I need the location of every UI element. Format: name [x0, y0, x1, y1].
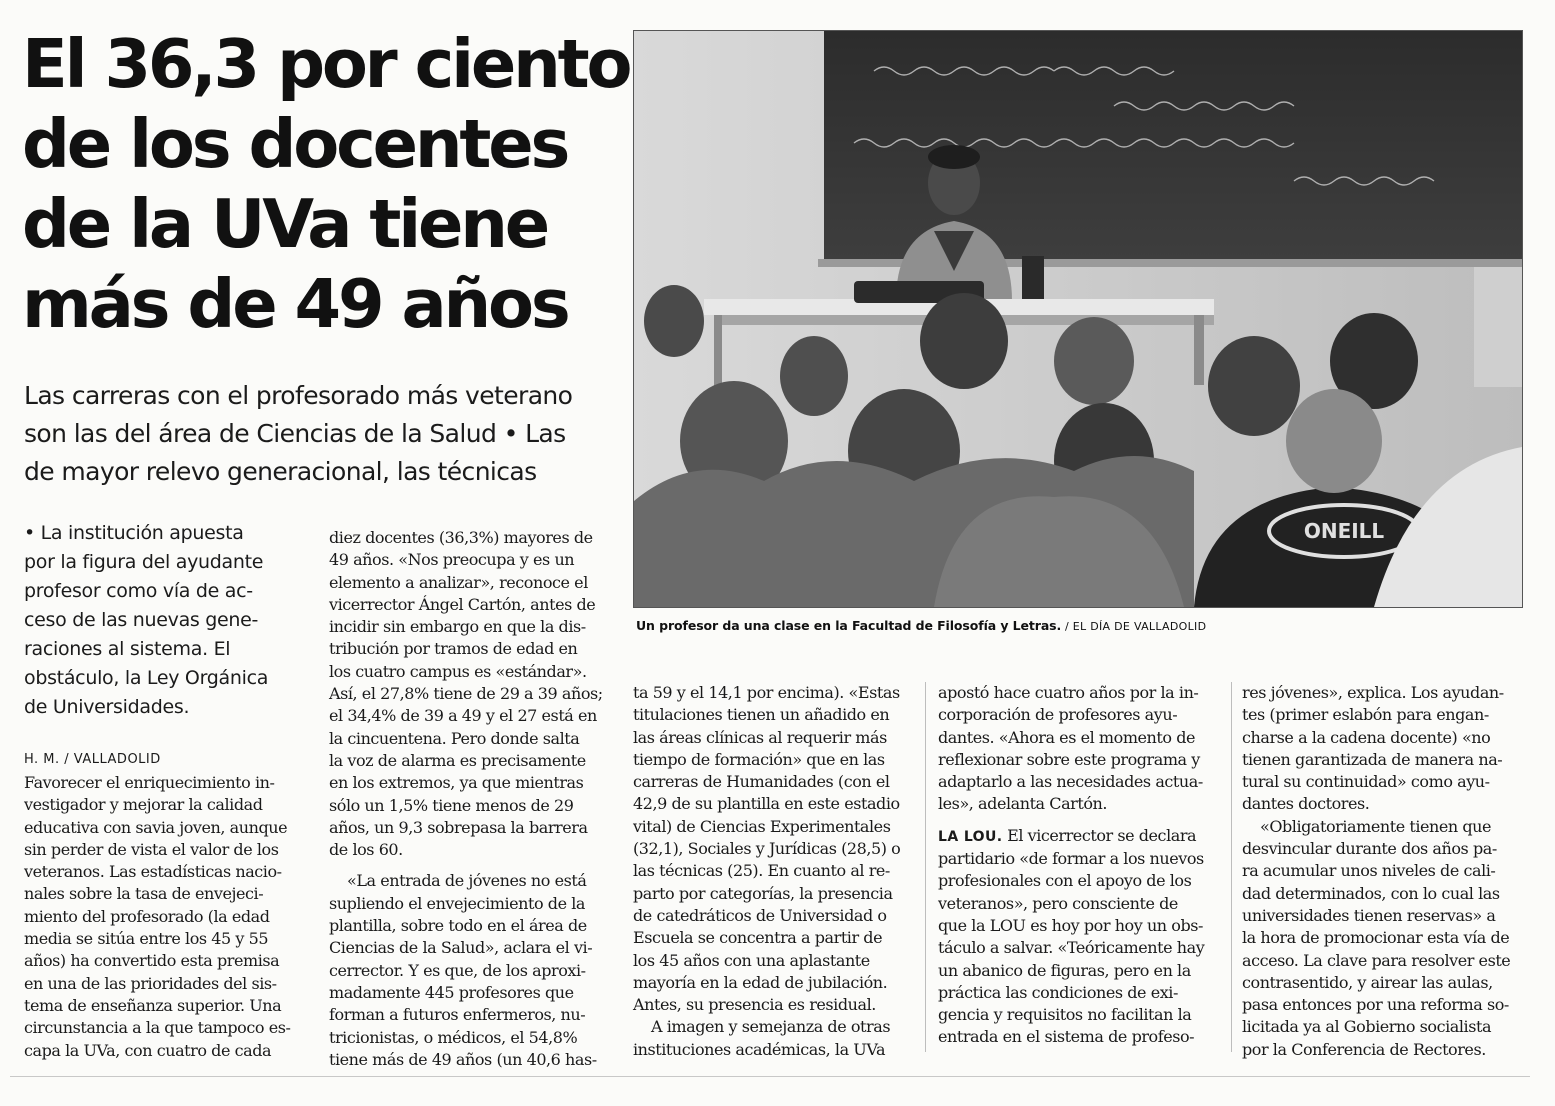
text-line: capa la UVa, con cuatro de cada — [24, 1040, 272, 1060]
text-line: media se sitúa entre los 45 y 55 — [24, 929, 269, 949]
text-line: dantes doctores. — [1242, 794, 1370, 814]
text-line: tiene más de 49 años (un 40,6 has- — [329, 1049, 597, 1069]
article-column-2 — [329, 527, 619, 1071]
text-line: acceso. La clave para resolver este — [1242, 950, 1511, 970]
text-line: años) ha convertido esta premisa — [24, 951, 280, 971]
text-line: dantes. «Ahora es el momento de — [938, 727, 1196, 747]
text-line: madamente 445 profesores que — [329, 982, 574, 1002]
text-line: vestigador y mejorar la calidad — [24, 795, 263, 815]
text-line: por la figura del ayudante — [24, 551, 264, 573]
text-line: en los extremos, ya que mientras — [329, 773, 584, 793]
headline — [22, 24, 630, 344]
text-line: ra acumular unos niveles de cali- — [1242, 861, 1496, 881]
text-line: las técnicas (25). En cuanto al re- — [633, 861, 890, 881]
shirt-logo-text: ONEILL — [1303, 519, 1385, 543]
text-line: Escuela se concentra a partir de — [633, 928, 883, 948]
text-line: licitada ya al Gobierno socialista — [1242, 1017, 1492, 1037]
text-line: miento del profesorado (la edad — [24, 906, 270, 926]
column-5-paragraph-2 — [1242, 816, 1532, 1061]
text-line: sin perder de vista el valor de los — [24, 839, 279, 859]
text-line: ta 59 y el 14,1 por encima). «Estas — [633, 683, 900, 702]
text-line: veteranos», pero consciente de — [938, 893, 1178, 913]
column-4-paragraph-1 — [938, 682, 1228, 816]
text-line: entrada en el sistema de profeso- — [938, 1027, 1195, 1047]
photo-caption — [636, 618, 1206, 633]
text-line: 42,9 de su plantilla en este estadio — [633, 794, 900, 814]
text-line: educativa con savia joven, aunque — [24, 817, 288, 837]
text-line: titulaciones tienen un añadido en — [633, 705, 890, 725]
section-subheading: LA LOU. — [938, 828, 1003, 845]
text-line: práctica las condiciones de exi- — [938, 982, 1178, 1002]
column-4-first-line: El vicerrector se declara — [1002, 825, 1197, 845]
column-4-paragraph-2 — [938, 825, 1228, 1049]
text-line: profesionales con el apoyo de los — [938, 871, 1192, 891]
text-line: desvincular durante dos años pa- — [1242, 839, 1497, 859]
column-2-paragraph-2 — [329, 870, 619, 1071]
byline: H. M. / VALLADOLID — [24, 752, 161, 767]
text-line: la hora de promocionar esta vía de — [1242, 928, 1510, 948]
text-line: (32,1), Sociales y Jurídicas (28,5) o — [633, 839, 901, 859]
text-line: charse a la cadena docente) «no — [1242, 727, 1491, 747]
text-line: ceso de las nuevas gene- — [24, 609, 259, 631]
text-line: dad determinados, con lo cual las — [1242, 883, 1500, 903]
photo-credit: / EL DÍA DE VALLADOLID — [1061, 620, 1207, 633]
text-line: años, un 9,3 sobrepasa la barrera — [329, 817, 588, 837]
text-line: en una de las prioridades del sis- — [24, 973, 277, 993]
text-line: de catedráticos de Universidad o — [633, 905, 887, 925]
text-line: 49 años. «Nos preocupa y es un — [329, 550, 575, 570]
text-line: Así, el 27,8% tiene de 29 a 39 años; — [329, 684, 603, 704]
text-line: «Obligatoriamente tienen que — [1260, 816, 1492, 836]
text-line: vital) de Ciencias Experimentales — [633, 816, 891, 836]
text-line: de la UVa tiene — [22, 185, 547, 263]
text-line: apostó hace cuatro años por la in- — [938, 683, 1199, 702]
text-line: supliendo el envejecimiento de la — [329, 893, 586, 913]
text-line: obstáculo, la Ley Orgánica — [24, 667, 269, 689]
text-line: forman a futuros enfermeros, nu- — [329, 1005, 586, 1025]
text-line: El 36,3 por ciento — [22, 25, 630, 103]
article-column-5 — [1242, 682, 1532, 1061]
text-line: de los docentes — [22, 105, 568, 183]
subheadline — [24, 377, 624, 491]
text-line: reflexionar sobre este programa y — [938, 749, 1200, 769]
column-divider — [925, 682, 926, 1052]
text-line: «La entrada de jóvenes no está — [347, 871, 587, 891]
text-line: de mayor relevo generacional, las técnicas — [24, 457, 537, 486]
bottom-divider — [10, 1076, 1530, 1077]
text-line: cerrector. Y es que, de los aproxi- — [329, 960, 586, 980]
text-line: tribución por tramos de edad en — [329, 639, 578, 659]
text-line: tural su continuidad» como ayu- — [1242, 772, 1490, 792]
text-line: elemento a analizar», reconoce el — [329, 572, 588, 592]
column-3-paragraph-1 — [633, 682, 923, 1016]
text-line: adaptarlo a las necesidades actua- — [938, 772, 1203, 792]
text-line: la cincuentena. Pero donde salta — [329, 728, 580, 748]
text-line: sólo un 1,5% tiene menos de 29 — [329, 795, 574, 815]
text-line: un abanico de figuras, pero en la — [938, 960, 1191, 980]
article-column-3 — [633, 682, 923, 1061]
text-line: que la LOU es hoy por hoy un obs- — [938, 915, 1203, 935]
text-line: contrasentido, y airear las aulas, — [1242, 972, 1493, 992]
text-line: tes (primer eslabón para engan- — [1242, 705, 1489, 725]
text-line: Antes, su presencia es residual. — [633, 995, 876, 1015]
blackboard — [824, 31, 1522, 263]
text-line: las áreas clínicas al requerir más — [633, 727, 887, 747]
text-line: vicerrector Ángel Cartón, antes de — [329, 594, 596, 614]
text-line: nales sobre la tasa de envejeci- — [24, 884, 264, 904]
text-line: res jóvenes», explica. Los ayudan- — [1242, 683, 1504, 702]
text-line: parto por categorías, la presencia — [633, 883, 893, 903]
text-line: circunstancia a la que tampoco es- — [24, 1018, 291, 1038]
text-line: por la Conferencia de Rectores. — [1242, 1039, 1486, 1059]
text-line: el 34,4% de 39 a 49 y el 27 está en — [329, 706, 597, 726]
text-line: tienen garantizada de manera na- — [1242, 749, 1503, 769]
text-line: tema de enseñanza superior. Una — [24, 995, 282, 1015]
column-2-paragraph-1 — [329, 527, 619, 861]
text-line: A imagen y semejanza de otras — [651, 1017, 891, 1037]
column-5-paragraph-1 — [1242, 682, 1532, 816]
text-line: de los 60. — [329, 840, 403, 860]
text-line: • La institución apuesta — [24, 522, 244, 544]
text-line: universidades tienen reservas» a — [1242, 905, 1496, 925]
column-3-paragraph-2 — [633, 1016, 923, 1061]
text-line: la voz de alarma es precisamente — [329, 750, 586, 770]
classroom-illustration — [634, 31, 1522, 607]
lead-summary — [24, 519, 314, 722]
text-line: les», adelanta Cartón. — [938, 794, 1108, 814]
text-line: mayoría en la edad de jubilación. — [633, 972, 888, 992]
text-line: Ciencias de la Salud», aclara el vi- — [329, 938, 593, 958]
text-line: son las del área de Ciencias de la Salud • Las — [24, 419, 566, 448]
classroom-photo — [633, 30, 1523, 608]
text-line: pasa entonces por una reforma so- — [1242, 995, 1509, 1015]
text-line: de Universidades. — [24, 696, 190, 718]
text-line: tricionistas, o médicos, el 54,8% — [329, 1027, 578, 1047]
caption-text: Un profesor da una clase en la Facultad de Filosofía y Letras. — [636, 618, 1062, 633]
article-column-1 — [24, 772, 314, 1062]
text-line: Favorecer el enriquecimiento in- — [24, 773, 275, 792]
text-line: veteranos. Las estadísticas nacio- — [24, 862, 282, 882]
article-column-4 — [938, 682, 1228, 1049]
text-line: profesor como vía de ac- — [24, 580, 253, 602]
text-line: gencia y requisitos no facilitan la — [938, 1005, 1192, 1025]
text-line: corporación de profesores ayu- — [938, 705, 1178, 725]
text-line: táculo a salvar. «Teóricamente hay — [938, 938, 1205, 958]
column-divider — [1231, 682, 1232, 1052]
text-line: plantilla, sobre todo en el área de — [329, 916, 587, 936]
text-line: más de 49 años — [22, 265, 568, 343]
text-line: partidario «de formar a los nuevos — [938, 849, 1204, 869]
text-line: carreras de Humanidades (con el — [633, 772, 890, 792]
text-line: diez docentes (36,3%) mayores de — [329, 528, 593, 547]
text-line: los 45 años con una aplastante — [633, 950, 870, 970]
text-line: instituciones académicas, la UVa — [633, 1039, 886, 1059]
text-line: tiempo de formación» que en las — [633, 749, 885, 769]
text-line: Las carreras con el profesorado más veterano — [24, 381, 573, 410]
text-line: los cuatro campus es «estándar». — [329, 661, 587, 681]
text-line: raciones al sistema. El — [24, 638, 231, 660]
text-line: incidir sin embargo en que la dis- — [329, 617, 586, 637]
